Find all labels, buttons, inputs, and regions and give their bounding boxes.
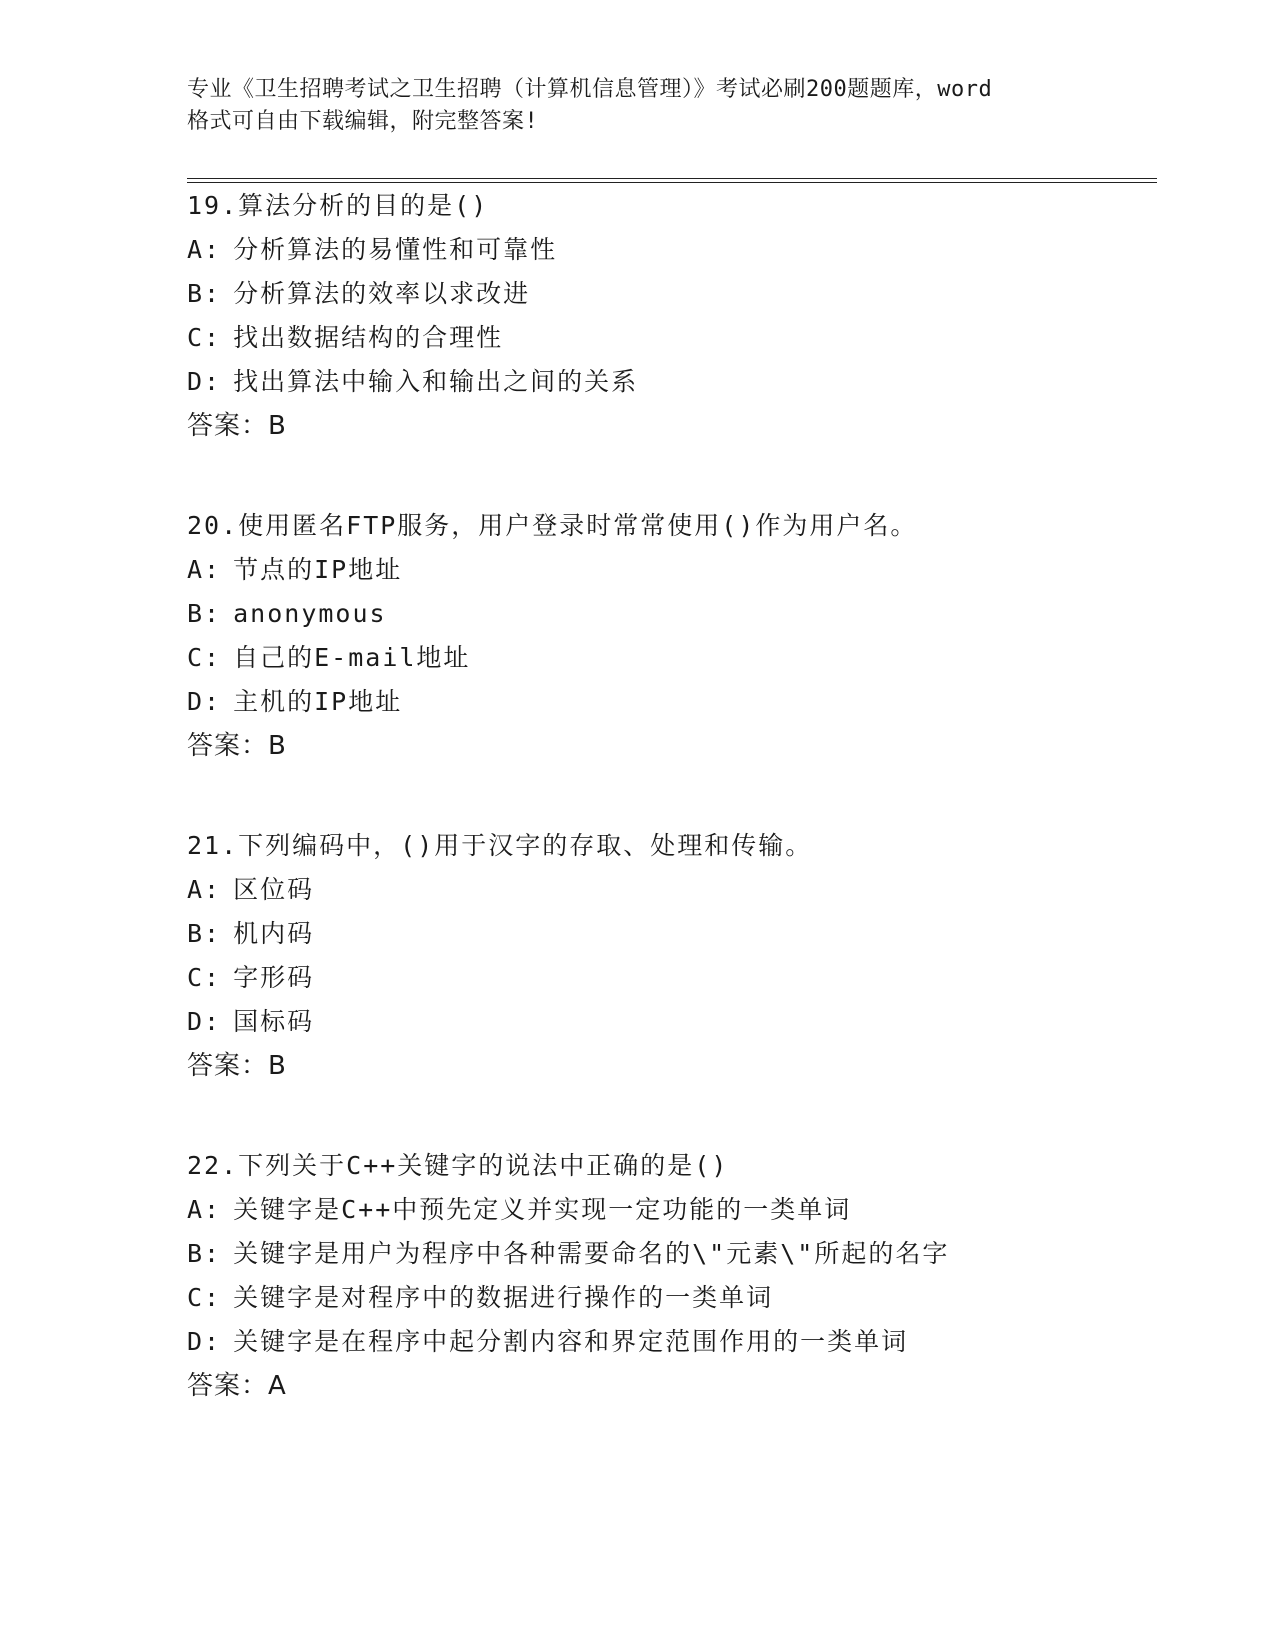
question-list	[187, 190, 1157, 1470]
option-text: 分析算法的效率以求改进	[233, 279, 531, 308]
option-c	[187, 1282, 773, 1314]
option-label: C:	[187, 963, 222, 992]
option-label: C:	[187, 323, 222, 352]
option-label: B:	[187, 919, 222, 948]
option-text: 自己的E-mail地址	[233, 643, 471, 672]
option-d	[187, 366, 638, 398]
option-a	[187, 1194, 851, 1226]
option-b	[187, 1238, 949, 1270]
answer: 答案：B	[187, 411, 287, 441]
option-label: D:	[187, 367, 222, 396]
option-text: 主机的IP地址	[233, 687, 403, 716]
option-label: C:	[187, 1283, 222, 1312]
option-c	[187, 322, 503, 354]
option-label: B:	[187, 279, 222, 308]
question-19	[187, 190, 1157, 510]
option-text: 区位码	[233, 875, 315, 904]
answer: 答案：B	[187, 731, 287, 761]
option-c	[187, 642, 470, 674]
header-line-2: 格式可自由下载编辑，附完整答案!	[187, 109, 539, 134]
option-label: D:	[187, 1327, 222, 1356]
question-stem: 22.下列关于C++关键字的说法中正确的是()	[187, 1151, 729, 1180]
option-label: C:	[187, 643, 222, 672]
question-stem: 21.下列编码中，()用于汉字的存取、处理和传输。	[187, 831, 813, 860]
option-text: 关键字是对程序中的数据进行操作的一类单词	[233, 1283, 774, 1312]
option-b	[187, 598, 387, 630]
question-stem: 20.使用匿名FTP服务，用户登录时常常使用()作为用户名。	[187, 511, 918, 540]
question-stem: 19.算法分析的目的是()	[187, 191, 489, 220]
option-a	[187, 234, 557, 266]
option-b	[187, 278, 530, 310]
option-label: B:	[187, 1239, 222, 1268]
header-divider	[187, 178, 1157, 183]
option-text: 节点的IP地址	[233, 555, 403, 584]
option-label: A:	[187, 875, 222, 904]
option-text: 机内码	[233, 919, 315, 948]
option-text: 关键字是在程序中起分割内容和界定范围作用的一类单词	[233, 1327, 909, 1356]
question-20	[187, 510, 1157, 830]
question-22	[187, 1150, 1157, 1470]
option-label: A:	[187, 555, 222, 584]
header-line-1: 专业《卫生招聘考试之卫生招聘（计算机信息管理）》考试必刷200题题库，word	[187, 77, 993, 102]
option-a	[187, 554, 402, 586]
option-label: D:	[187, 687, 222, 716]
option-label: A:	[187, 1195, 222, 1224]
option-text: 字形码	[233, 963, 315, 992]
option-d	[187, 1006, 314, 1038]
option-label: B:	[187, 599, 222, 628]
option-text: 找出数据结构的合理性	[233, 323, 504, 352]
option-text: 国标码	[233, 1007, 315, 1036]
document-header	[187, 74, 1087, 138]
option-label: A:	[187, 235, 222, 264]
option-c	[187, 962, 314, 994]
option-b	[187, 918, 314, 950]
answer: 答案：B	[187, 1051, 287, 1081]
option-a	[187, 874, 314, 906]
option-text: 关键字是用户为程序中各种需要命名的\"元素\"所起的名字	[233, 1239, 950, 1268]
option-text: 分析算法的易懂性和可靠性	[233, 235, 558, 264]
answer: 答案：A	[187, 1371, 287, 1401]
option-text: 找出算法中输入和输出之间的关系	[233, 367, 639, 396]
option-d	[187, 1326, 908, 1358]
question-21	[187, 830, 1157, 1150]
option-text: 关键字是C++中预先定义并实现一定功能的一类单词	[233, 1195, 852, 1224]
option-text: anonymous	[233, 599, 387, 628]
option-label: D:	[187, 1007, 222, 1036]
option-d	[187, 686, 402, 718]
